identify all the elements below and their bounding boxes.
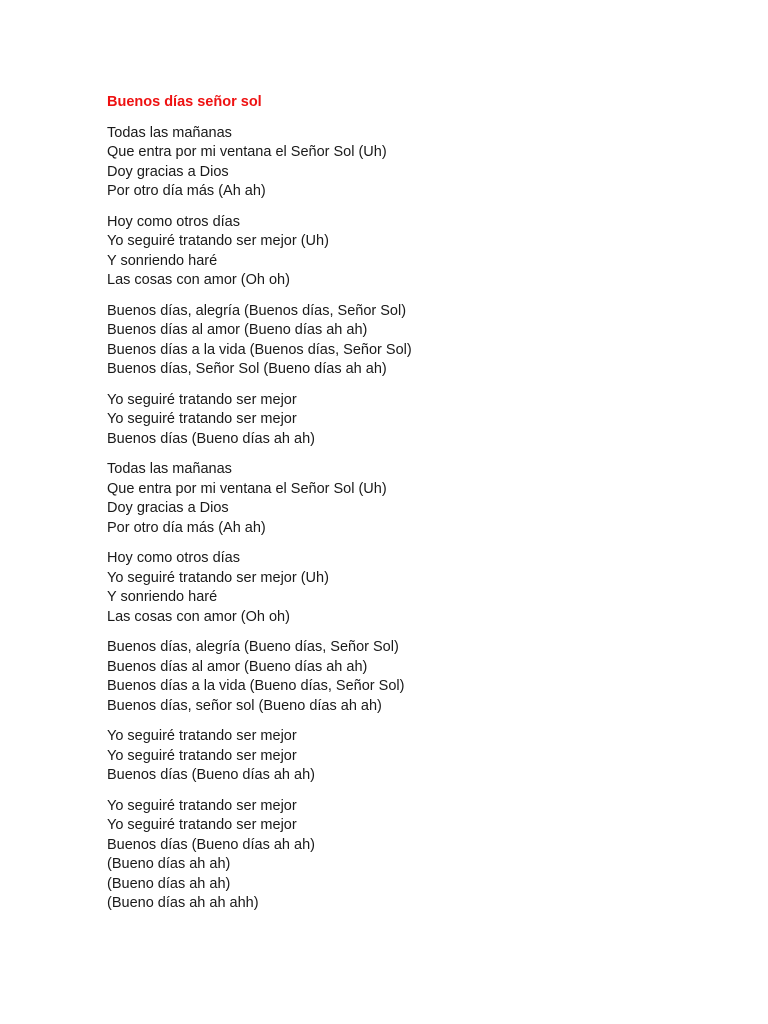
lyric-line: (Bueno días ah ah ahh) [107,895,259,911]
lyric-line: Yo seguiré tratando ser mejor [107,391,297,408]
lyric-line: Todas las mañanas [107,124,232,141]
lyric-line: Buenos días, alegría (Buenos días, Señor Sol) [107,302,407,319]
lyric-line: Buenos días, Señor Sol (Bueno días ah ah) [107,361,387,377]
lyric-line: Buenos días (Bueno días ah ah) [107,767,315,783]
lyric-line: Buenos días a la vida (Buenos días, Señor Sol) [107,341,412,358]
lyric-line: Yo seguiré tratando ser mejor [107,797,297,814]
song-title: Buenos días señor sol [107,94,262,110]
lyrics-body [107,124,707,914]
lyric-line: Buenos días (Bueno días ah ah) [107,836,315,853]
lyric-line: Buenos días (Bueno días ah ah) [107,430,315,447]
lyric-line: Y sonriendo haré [107,252,218,269]
lyric-line: Buenos días a la vida (Bueno días, Señor Sol) [107,678,405,694]
lyric-line: Y sonriendo haré [107,589,218,605]
lyric-line: Buenos días al amor (Bueno días ah ah) [107,658,368,675]
lyric-line: Yo seguiré tratando ser mejor (Uh) [107,233,329,249]
lyric-line: Las cosas con amor (Oh oh) [107,608,290,625]
lyric-line: Hoy como otros días [107,213,240,230]
lyric-line: (Bueno días ah ah) [107,875,231,892]
lyric-line: Yo seguiré tratando ser mejor [107,411,297,427]
lyric-line: (Bueno días ah ah) [107,856,231,872]
stanza [107,391,707,450]
lyric-line: Buenos días, señor sol (Bueno días ah ah) [107,697,382,714]
stanza [107,302,707,380]
lyric-line: Yo seguiré tratando ser mejor [107,817,297,833]
lyric-line: Buenos días al amor (Bueno días ah ah) [107,322,368,338]
lyric-line: Yo seguiré tratando ser mejor (Uh) [107,569,329,586]
stanza [107,213,707,291]
lyric-line: Hoy como otros días [107,550,240,566]
lyric-line: Buenos días, alegría (Bueno días, Señor Sol) [107,639,399,655]
lyric-line: Doy gracias a Dios [107,163,229,180]
stanza [107,124,707,202]
lyric-line: Todas las mañanas [107,461,232,477]
lyric-line: Por otro día más (Ah ah) [107,519,266,536]
stanza [107,727,707,786]
lyric-line: Que entra por mi ventana el Señor Sol (Uh) [107,480,387,497]
lyric-line: Las cosas con amor (Oh oh) [107,272,290,288]
stanza [107,797,707,914]
stanza [107,549,707,627]
document-page [107,93,707,925]
lyric-line: Que entra por mi ventana el Señor Sol (Uh) [107,144,387,160]
lyric-line: Por otro día más (Ah ah) [107,183,266,199]
lyric-line: Doy gracias a Dios [107,500,229,516]
lyric-line: Yo seguiré tratando ser mejor [107,728,297,744]
stanza [107,638,707,716]
lyric-line: Yo seguiré tratando ser mejor [107,747,297,764]
stanza [107,460,707,538]
